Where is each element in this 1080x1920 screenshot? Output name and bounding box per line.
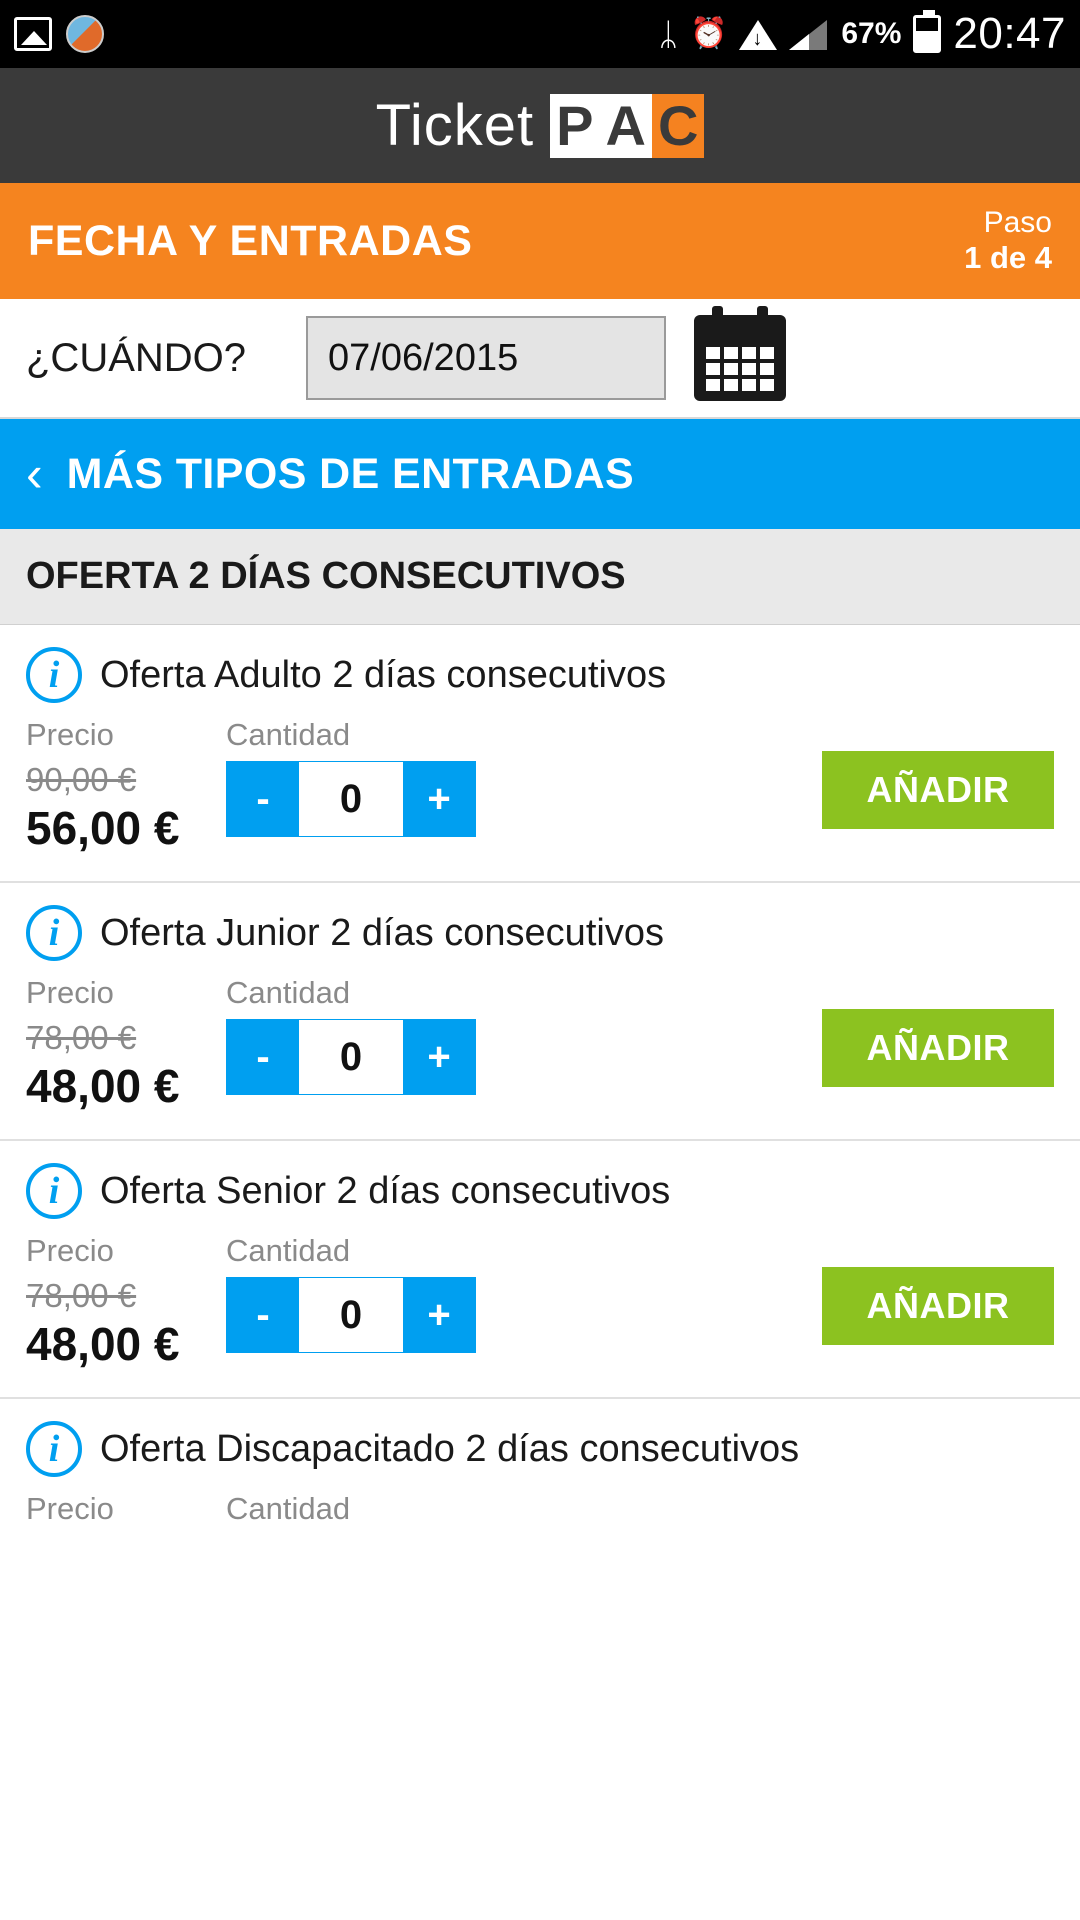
calendar-icon[interactable] xyxy=(694,315,786,401)
bluetooth-icon: ᛦ xyxy=(658,16,678,52)
more-ticket-types-bar[interactable] xyxy=(0,419,1080,529)
app-title-bar xyxy=(0,68,1080,183)
quantity-value[interactable]: 0 xyxy=(299,1278,403,1352)
ticket-header xyxy=(26,905,1054,961)
info-icon[interactable]: i xyxy=(26,647,82,703)
price-column xyxy=(26,975,226,1113)
ticket-header xyxy=(26,1421,1054,1477)
status-clock: 20:47 xyxy=(953,9,1066,58)
increase-button[interactable]: + xyxy=(403,1020,475,1094)
logo-letter-p: P xyxy=(550,94,599,158)
quantity-column xyxy=(226,975,476,1095)
ticket-name: Oferta Adulto 2 días consecutivos xyxy=(100,653,667,696)
section-header: OFERTA 2 DÍAS CONSECUTIVOS xyxy=(0,529,1080,625)
alarm-icon: ⏰ xyxy=(689,17,728,50)
calendar-ring-left xyxy=(712,306,723,324)
decrease-button[interactable]: - xyxy=(227,1020,299,1094)
logo-letter-a: A xyxy=(600,94,652,158)
add-button[interactable]: AÑADIR xyxy=(822,1009,1054,1087)
calendar-grid xyxy=(706,347,774,391)
calendar-ring-right xyxy=(757,306,768,324)
chevron-left-icon: ‹ xyxy=(26,446,43,502)
info-icon[interactable]: i xyxy=(26,1163,82,1219)
ticket-body xyxy=(26,1491,1054,1535)
date-row xyxy=(0,299,1080,419)
logo-letter-c: C xyxy=(652,94,704,158)
price-column xyxy=(26,1233,226,1371)
add-button[interactable]: AÑADIR xyxy=(822,1267,1054,1345)
date-input[interactable]: 07/06/2015 xyxy=(306,316,666,400)
ticket-header xyxy=(26,1163,1054,1219)
quantity-value[interactable]: 0 xyxy=(299,1020,403,1094)
status-bar-right xyxy=(659,9,1066,59)
price-label: Precio xyxy=(26,975,114,1010)
ticket-body xyxy=(26,975,1054,1113)
ticket-row xyxy=(0,1141,1080,1399)
status-bar-left xyxy=(14,15,104,53)
add-button[interactable]: AÑADIR xyxy=(822,751,1054,829)
quantity-label: Cantidad xyxy=(226,1233,351,1268)
quantity-column xyxy=(226,1491,476,1535)
ticket-row xyxy=(0,625,1080,883)
quantity-stepper[interactable] xyxy=(226,1019,476,1095)
quantity-value[interactable]: 0 xyxy=(299,762,403,836)
quantity-stepper[interactable] xyxy=(226,761,476,837)
current-price: 48,00 € xyxy=(26,1060,180,1112)
ticket-body xyxy=(26,1233,1054,1371)
increase-button[interactable]: + xyxy=(403,762,475,836)
price-label: Precio xyxy=(26,717,114,752)
info-icon[interactable]: i xyxy=(26,905,82,961)
step-count: 1 de 4 xyxy=(964,240,1052,276)
ticket-name: Oferta Discapacitado 2 días consecutivos xyxy=(100,1427,800,1470)
quantity-label: Cantidad xyxy=(226,1491,351,1526)
quantity-stepper[interactable] xyxy=(226,1277,476,1353)
ticket-name: Oferta Junior 2 días consecutivos xyxy=(100,911,664,954)
quantity-label: Cantidad xyxy=(226,717,351,752)
old-price: 78,00 € xyxy=(26,1277,137,1314)
price-column xyxy=(26,717,226,855)
step-indicator xyxy=(964,206,1052,276)
decrease-button[interactable]: - xyxy=(227,762,299,836)
old-price: 90,00 € xyxy=(26,761,137,798)
app-circle-icon xyxy=(66,15,104,53)
wifi-download-icon: ↓ xyxy=(739,18,777,50)
ticket-body xyxy=(26,717,1054,855)
current-price: 48,00 € xyxy=(26,1318,180,1370)
status-bar xyxy=(0,0,1080,68)
more-ticket-types-label: MÁS TIPOS DE ENTRADAS xyxy=(66,449,635,498)
current-price: 56,00 € xyxy=(26,802,180,854)
ticket-row xyxy=(0,1399,1080,1561)
increase-button[interactable]: + xyxy=(403,1278,475,1352)
image-icon xyxy=(14,17,52,51)
step-header xyxy=(0,183,1080,299)
battery-percent: 67% xyxy=(841,17,902,50)
decrease-button[interactable]: - xyxy=(227,1278,299,1352)
app-title: Ticket xyxy=(375,93,535,158)
quantity-column xyxy=(226,1233,476,1353)
battery-icon xyxy=(913,15,941,53)
ticket-header xyxy=(26,647,1054,703)
ticket-row xyxy=(0,883,1080,1141)
step-word: Paso xyxy=(983,205,1052,239)
when-label: ¿CUÁNDO? xyxy=(26,335,247,380)
info-icon[interactable]: i xyxy=(26,1421,82,1477)
price-label: Precio xyxy=(26,1491,114,1526)
old-price: 78,00 € xyxy=(26,1019,137,1056)
price-column xyxy=(26,1491,226,1535)
step-title: FECHA Y ENTRADAS xyxy=(28,216,473,265)
quantity-label: Cantidad xyxy=(226,975,351,1010)
ticket-name: Oferta Senior 2 días consecutivos xyxy=(100,1169,671,1212)
app-logo xyxy=(550,94,704,158)
quantity-column xyxy=(226,717,476,837)
price-label: Precio xyxy=(26,1233,114,1268)
signal-icon xyxy=(789,18,829,50)
